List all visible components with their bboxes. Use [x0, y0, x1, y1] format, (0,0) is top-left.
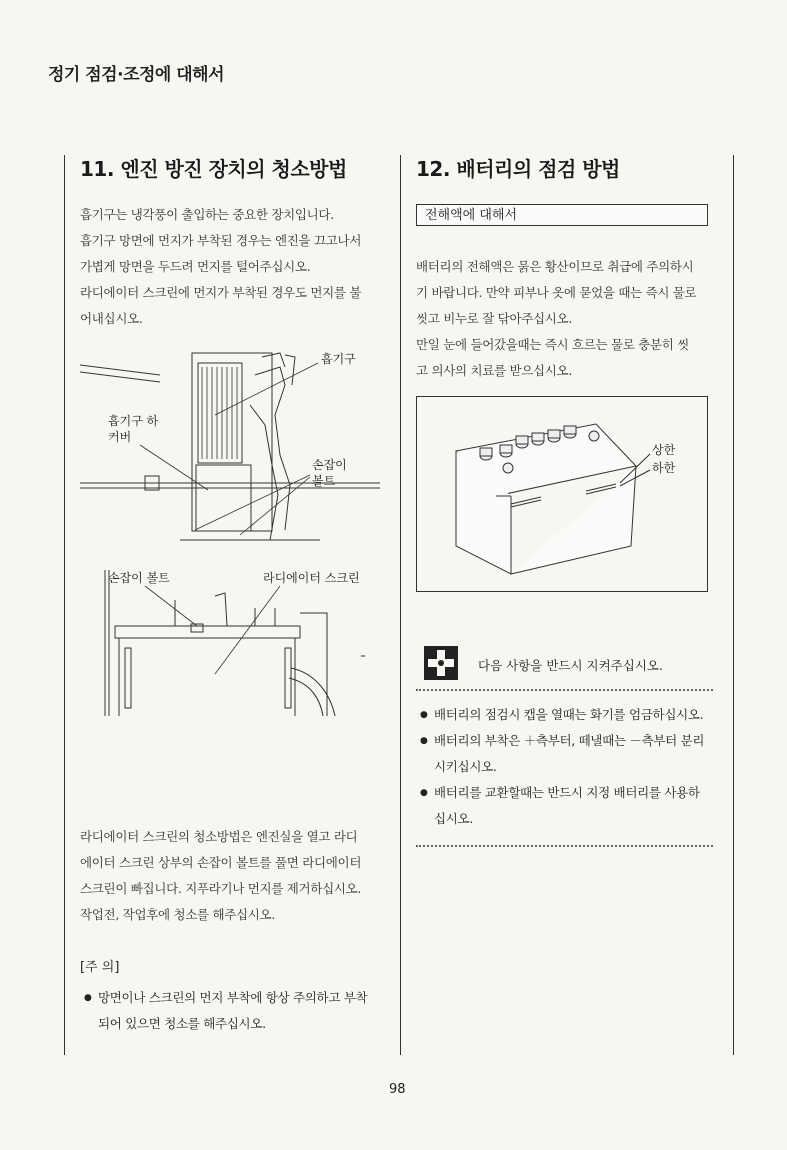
precaution-item: ● 배터리의 부착은 ＋측부터, 떼낼때는 －측부터 분리 — [420, 728, 704, 754]
label-intake-cover-1: 흡기구 하 — [108, 414, 159, 428]
battery-figure — [416, 396, 708, 592]
precaution-item-continuation: 십시오. — [434, 811, 473, 826]
caution-title: [주 의] — [80, 960, 120, 975]
text-line: 에이터 스크린 상부의 손잡이 볼트를 풀면 라디에이터 — [80, 855, 362, 870]
precaution-item-continuation: 시키십시오. — [434, 759, 497, 774]
text-line: 배터리의 전해액은 묽은 황산이므로 취급에 주의하시 — [416, 259, 694, 274]
section-heading-engine: 11. 엔진 방진 장치의 청소방법 — [80, 157, 347, 181]
divider-top — [416, 689, 713, 691]
text-line: 라디에이터 스크린에 먼지가 부착된 경우도 먼지를 불 — [80, 285, 362, 300]
leader-radiator-screen — [215, 586, 280, 674]
center-column-rule — [400, 155, 401, 1055]
caution-item-continuation: 되어 있으면 청소를 해주십시오. — [98, 1016, 266, 1031]
label-intake: 흡기구 — [321, 352, 356, 366]
text-line: 스크린이 빠집니다. 지푸라기나 먼지를 제거하십시오. — [80, 881, 362, 896]
label-lower-level: 하한 — [652, 461, 676, 475]
page-number: 98 — [389, 1082, 406, 1097]
precaution-item: ● 배터리를 교환할때는 반드시 지정 배터리를 사용하 — [420, 780, 704, 806]
left-column-rule — [64, 155, 65, 1055]
caution-item: ● 망면이나 스크린의 먼지 부착에 항상 주의하고 부착 — [84, 985, 367, 1011]
intake-figure — [80, 345, 380, 550]
warning-cross-icon — [424, 646, 458, 680]
label-intake-cover-2: 커버 — [108, 430, 132, 444]
electrolyte-paragraph — [416, 254, 696, 384]
page-header-title: 정기 점검·조정에 대해서 — [48, 65, 225, 85]
label-radiator-screen: 라디에이터 스크린 — [263, 571, 360, 585]
caution-list — [84, 985, 367, 1037]
label-handle-bolt: 손잡이 볼트 — [108, 571, 170, 585]
text-line: 만일 눈에 들어갔을때는 즉시 흐르는 물로 충분히 씻 — [416, 337, 689, 352]
radiator-screen-figure — [95, 568, 380, 718]
right-column-rule — [733, 155, 734, 1055]
text-line: 흡기구 망면에 먼지가 부착된 경우는 엔진을 끄고나서 — [80, 233, 362, 248]
text-line: 고 의사의 치료를 받으십시오. — [416, 363, 572, 378]
leader-handle-bolt — [145, 586, 197, 626]
text-line: 작업전, 작업후에 청소를 해주십시오. — [80, 907, 275, 922]
battery-precaution-list — [420, 702, 704, 832]
radiator-cleaning-paragraph — [80, 824, 361, 928]
text-line: 가볍게 망면을 두드려 먼지를 털어주십시오. — [80, 259, 311, 274]
engine-intro-paragraph — [80, 202, 361, 332]
label-upper-level: 상한 — [652, 443, 676, 457]
divider-bottom — [416, 845, 713, 847]
text-line: 라디에이터 스크린의 청소방법은 엔진실을 열고 라디 — [80, 829, 358, 844]
section-heading-battery: 12. 배터리의 점검 방법 — [416, 157, 620, 181]
text-line: 씻고 비누로 잘 닦아주십시오. — [416, 311, 572, 326]
text-line: 흡기구는 냉각풍이 출입하는 중요한 장치입니다. — [80, 207, 334, 222]
electrolyte-box-label: 전해액에 대해서 — [416, 204, 708, 226]
precaution-item: ● 배터리의 점검시 캡을 열때는 화기를 엄금하십시오. — [420, 702, 704, 728]
label-handle-2: 볼트 — [312, 474, 336, 488]
text-line: 어내십시오. — [80, 311, 143, 326]
text-line: 기 바랍니다. 만약 피부나 옷에 묻었을 때는 즉시 물로 — [416, 285, 697, 300]
warning-text: 다음 사항을 반드시 지켜주십시오. — [478, 658, 663, 673]
label-handle-1: 손잡이 — [312, 458, 347, 472]
